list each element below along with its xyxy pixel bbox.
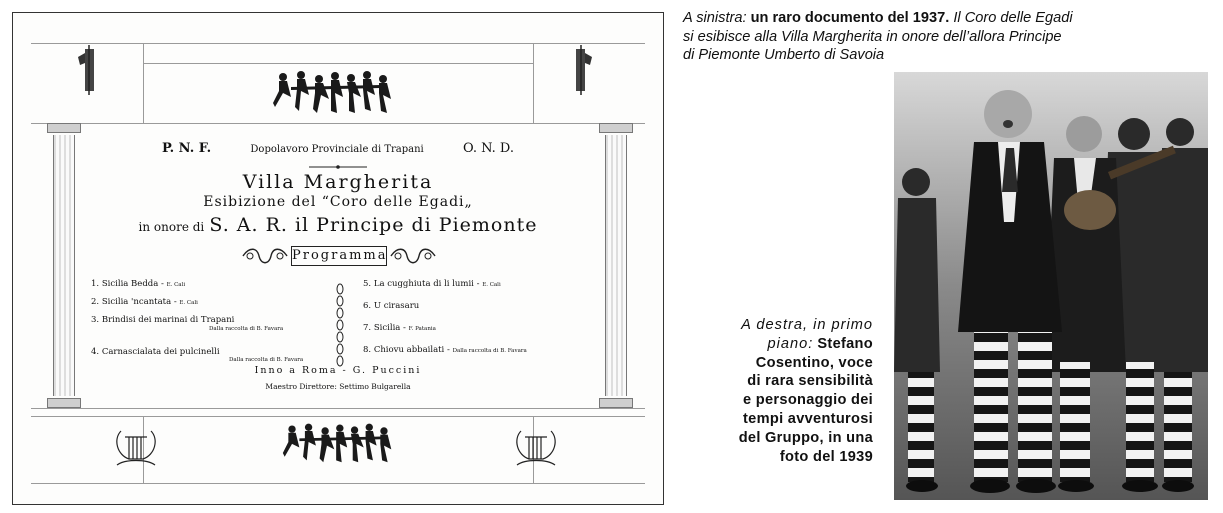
caption-photo-line6: tempi avventurosi [743,410,873,427]
maestro-line: Maestro Direttore: Settimo Bulgarella [265,382,411,391]
lyre-right-icon [513,425,559,467]
programme-label: Programma [291,246,387,266]
caption-lead: A sinistra: [683,10,747,26]
caption-photo-line2a: piano: [767,335,814,352]
chain-ornament-icon [335,283,345,373]
programme-item: 6. U cirasaru [363,301,420,311]
programme-label-box [241,245,437,267]
lyre-left-icon [113,425,159,467]
header-pnf: P. N. F. [161,141,212,156]
singers-photo [894,72,1208,500]
caption-photo-line7: del Gruppo, in una [738,429,873,446]
frame-post-right [533,43,534,123]
caption-bold: un raro documento del 1937. [750,10,950,26]
dancers-bottom-illustration [281,419,395,465]
header-ond: O. N. D. [462,141,514,156]
frame-line-top [31,43,645,44]
programme-item: 8. Chiovu abbailati - Dalla raccolta di B. Favara [363,345,527,355]
frame-line-bottom [31,483,645,484]
dancers-top-illustration [271,67,395,115]
caption-photo-line8: foto del 1939 [779,448,873,465]
fasces-left-icon [77,45,101,95]
programme-item: 4. Carnascialata dei pulcinelli [91,347,220,357]
programme-item-source: Dalla raccolta di B. Favara [229,357,304,363]
caption-photo-line3: Cosentino, voce [755,354,873,371]
frame-line-lower2 [31,416,645,417]
frame-post-left [143,43,144,123]
honour-prefix: in onore di [138,220,205,234]
programme-item: 5. La cugghiuta di li lumii - E. Cali [363,279,501,289]
frame-line-lower [31,408,645,409]
programme-item: 3. Brindisi dei marinai di Trapani [91,315,235,325]
programme-header [13,141,663,156]
singers-photo-image [894,72,1208,500]
programme-item: 7. Sicilia - F. Patania [363,323,436,333]
frame-line-upper [31,123,645,124]
separator-ornament [309,165,367,169]
caption-rest: Il Coro delle Egadi [953,10,1073,26]
caption-document [683,9,1215,65]
caption-photo-line4: di rara sensibilità [747,373,873,390]
venue-title: Villa Margherita [242,171,434,193]
inno-line: Inno a Roma - G. Puccini [254,365,422,376]
caption-line3: di Piemonte Umberto di Savoia [683,47,885,63]
honour-line [13,214,663,236]
event-title: Esibizione del “Coro delle Egadi„ [203,194,473,210]
caption-photo [683,316,873,466]
header-dopolavoro: Dopolavoro Provinciale di Trapani [250,144,424,155]
scroll-ornament-left-icon [241,247,289,265]
programme-item-source: Dalla raccolta di B. Favara [209,326,284,332]
frame-rail [143,63,533,64]
programme-item: 2. Sicilia 'ncantata - E. Cali [91,297,198,307]
programme-document [12,12,664,505]
programme-item: 1. Sicilia Bedda - E. Cali [91,279,186,289]
scroll-ornament-right-icon [389,247,437,265]
caption-line2: si esibisce alla Villa Margherita in onore dell’allora Principe [683,28,1062,45]
honour-name: S. A. R. il Principe di Piemonte [209,214,538,236]
fasces-right-icon [569,45,593,95]
caption-photo-line5: e personaggio dei [743,392,873,409]
caption-photo-line1: A destra, in primo [741,317,873,333]
caption-photo-line2b: Stefano [817,335,873,352]
